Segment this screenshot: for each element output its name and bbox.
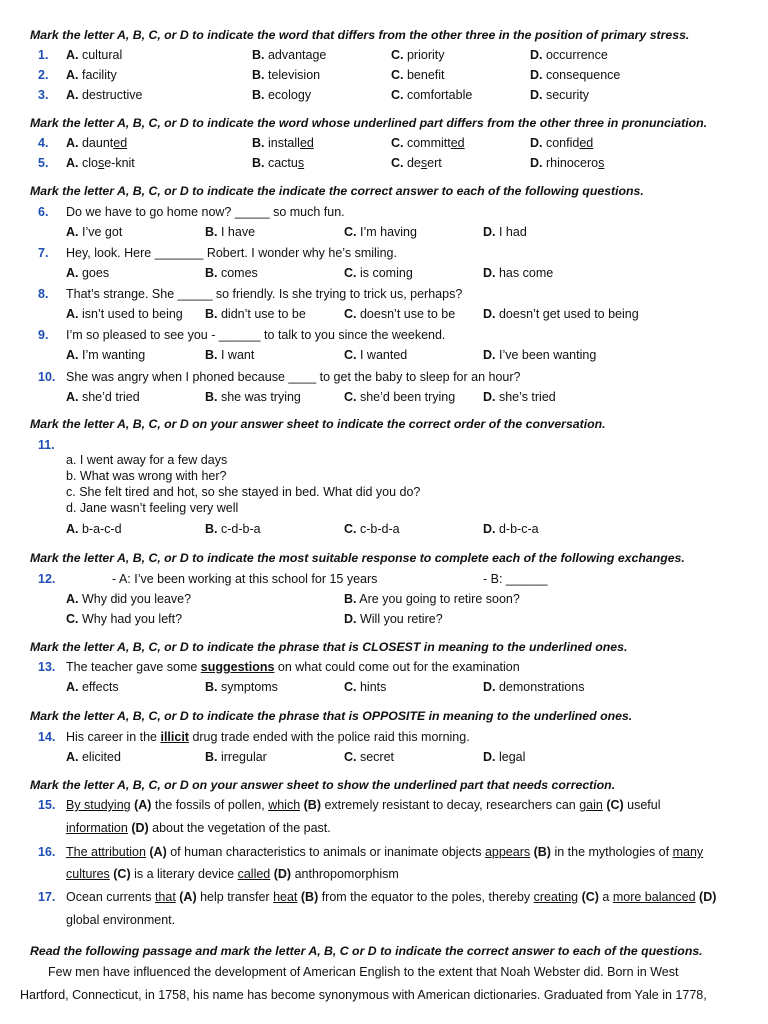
option-c[interactable]: C. is coming [344,266,413,280]
conversation-line-c: c. She felt tired and hot, so she stayed in bed. What did you do? [66,485,421,499]
conversation-line-a: a. I went away for a few days [66,453,228,467]
option-b[interactable]: B. I have [205,225,256,239]
option-a[interactable]: A. destructive [66,88,143,102]
speaker-b-line: - B: ______ [483,572,548,586]
question-14-stem [0,729,768,746]
question-number: 13. [38,660,56,674]
question-stem: The attribution (A) of human characteristics to animals or inanimate objects appears (B) in the mythologies of many [66,845,704,859]
option-c[interactable]: C. committed [391,136,465,150]
option-a[interactable]: A. elicited [66,750,121,764]
option-d[interactable]: D. she’s tried [483,390,556,404]
option-b[interactable]: B. ecology [252,88,312,102]
question-number: 9. [38,328,49,342]
option-d[interactable]: D. consequence [530,68,621,82]
question-stem-continued: global environment. [66,913,176,927]
option-c[interactable]: C. c-b-d-a [344,522,400,536]
instruction-pronunciation: Mark the letter A, B, C, or D to indicate the word whose underlined part differs from the other three in pronunciation. [30,116,708,130]
option-b[interactable]: B. didn’t use to be [205,307,306,321]
passage-line-1: Few men have influenced the development of American English to the extent that Noah Webster did. Born in West [48,965,679,979]
option-a[interactable]: A. goes [66,266,110,280]
conversation-line-d: d. Jane wasn’t feeling very well [66,501,239,515]
option-c[interactable]: C. I wanted [344,348,408,362]
option-a[interactable]: A. daunted [66,136,128,150]
option-d[interactable]: D. rhinoceros [530,156,605,170]
question-6-stem [0,204,768,221]
option-d[interactable]: D. security [530,88,590,102]
option-c[interactable]: C. secret [344,750,395,764]
option-a[interactable]: A. she’d tried [66,390,140,404]
instruction-closest: Mark the letter A, B, C, or D to indicate the phrase that is CLOSEST in meaning to the underlined ones. [30,640,628,654]
option-a[interactable]: A. isn’t used to being [66,307,183,321]
option-c[interactable]: C. desert [391,156,442,170]
option-b[interactable]: B. Are you going to retire soon? [344,592,520,606]
question-8-stem [0,286,768,303]
option-a[interactable]: A. Why did you leave? [66,592,192,606]
question-number: 16. [38,845,56,859]
option-d[interactable]: D. occurrence [530,48,608,62]
speaker-a-line: - A: I’ve been working at this school for 15 years [112,572,378,586]
question-9-stem [0,327,768,344]
question-10-options [0,389,768,406]
instruction-stress: Mark the letter A, B, C, or D to indicate the word that differs from the other three in the position of primary stress. [30,28,690,42]
question-15-line2 [0,820,768,837]
question-number: 6. [38,205,49,219]
option-d[interactable]: D. doesn’t get used to being [483,307,639,321]
question-number: 10. [38,370,56,384]
option-b[interactable]: B. I want [205,348,255,362]
question-14-options [0,749,768,766]
instruction-grammar: Mark the letter A, B, C, or D to indicate the indicate the correct answer to each of the following questions. [30,184,644,198]
question-stem: She was angry when I phoned because ____ to get the baby to sleep for an hour? [66,370,521,384]
question-2 [0,67,768,84]
option-d[interactable]: D. I had [483,225,527,239]
option-a[interactable]: A. I’m wanting [66,348,146,362]
question-17-line2 [0,912,768,929]
question-16-line1 [0,844,768,861]
option-b[interactable]: B. advantage [252,48,327,62]
question-number: 7. [38,246,49,260]
option-b[interactable]: B. irregular [205,750,267,764]
option-c[interactable]: C. I’m having [344,225,417,239]
question-number: 12. [38,572,56,586]
option-c[interactable]: C. priority [391,48,445,62]
question-12-options-row1 [0,591,768,608]
option-c[interactable]: C. hints [344,680,387,694]
option-b[interactable]: B. c-d-b-a [205,522,261,536]
option-c[interactable]: C. doesn’t use to be [344,307,456,321]
option-b[interactable]: B. cactus [252,156,305,170]
option-c[interactable]: C. benefit [391,68,445,82]
option-d[interactable]: D. I’ve been wanting [483,348,597,362]
question-stem: That’s strange. She _____ so friendly. Is she trying to trick us, perhaps? [66,287,463,301]
question-7-options [0,265,768,282]
question-stem: Do we have to go home now? _____ so much fun. [66,205,345,219]
question-number: 14. [38,730,56,744]
question-12-options-row2 [0,611,768,628]
passage-line-2: Hartford, Connecticut, in 1758, his name has become synonymous with American dictionaries. Graduated from Yale in 1778, [20,988,707,1002]
option-c[interactable]: C. comfortable [391,88,473,102]
instruction-reading: Read the following passage and mark the letter A, B, C or D to indicate the correct answer to each of the questions. [30,944,703,958]
question-stem: I’m so pleased to see you - ______ to talk to you since the weekend. [66,328,446,342]
question-stem-continued: cultures (C) is a literary device called (D) anthropomorphism [66,867,399,881]
option-b[interactable]: B. symptoms [205,680,278,694]
question-number: 5. [38,156,49,170]
question-number: 4. [38,136,49,150]
instruction-opposite: Mark the letter A, B, C, or D to indicate the phrase that is OPPOSITE in meaning to the underlined ones. [30,709,633,723]
question-12-stem [0,571,768,588]
question-7-stem [0,245,768,262]
question-stem-continued: information (D) about the vegetation of the past. [66,821,331,835]
question-8-options [0,306,768,323]
question-6-options [0,224,768,241]
option-d[interactable]: D. demonstrations [483,680,585,694]
option-b[interactable]: B. television [252,68,321,82]
instruction-exchanges: Mark the letter A, B, C, or D to indicate the most suitable response to complete each of the following exchanges. [30,551,685,565]
option-b[interactable]: B. comes [205,266,258,280]
option-a[interactable]: A. b-a-c-d [66,522,122,536]
question-4 [0,135,768,152]
option-b[interactable]: B. installed [252,136,314,150]
question-15-line1 [0,797,768,814]
question-number: 2. [38,68,49,82]
option-d[interactable]: D. d-b-c-a [483,522,539,536]
instruction-error-correction: Mark the letter A, B, C, or D on your answer sheet to show the underlined part that needs correction. [30,778,616,792]
question-17-line1 [0,889,768,906]
question-stem: Ocean currents that (A) help transfer heat (B) from the equator to the poles, thereby creating (C) a more balanced (D) [66,890,717,904]
conversation-line-b: b. What was wrong with her? [66,469,227,483]
option-c[interactable]: C. she’d been trying [344,390,456,404]
option-d[interactable]: D. legal [483,750,526,764]
option-d[interactable]: D. has come [483,266,554,280]
option-a[interactable]: A. effects [66,680,119,694]
question-number: 17. [38,890,56,904]
option-b[interactable]: B. she was trying [205,390,301,404]
question-9-options [0,347,768,364]
option-a[interactable]: A. I’ve got [66,225,123,239]
option-a[interactable]: A. close-knit [66,156,135,170]
question-number: 15. [38,798,56,812]
instruction-conversation-order: Mark the letter A, B, C, or D on your answer sheet to indicate the correct order of the conversation. [30,417,606,431]
question-5 [0,155,768,172]
question-stem: His career in the illicit drug trade ended with the police raid this morning. [66,730,470,744]
question-13-stem [0,659,768,676]
option-a[interactable]: A. cultural [66,48,123,62]
option-d[interactable]: D. Will you retire? [344,612,443,626]
option-c[interactable]: C. Why had you left? [66,612,183,626]
question-10-stem [0,369,768,386]
question-number: 11. [38,438,55,452]
question-number: 3. [38,88,49,102]
question-number: 8. [38,287,49,301]
question-13-options [0,679,768,696]
question-stem: By studying (A) the fossils of pollen, which (B) extremely resistant to decay, researchers can gain (C) useful [66,798,661,812]
question-1 [0,47,768,64]
question-number: 1. [38,48,49,62]
question-stem: Hey, look. Here _______ Robert. I wonder why he’s smiling. [66,246,397,260]
question-3 [0,87,768,104]
question-11-options [0,521,768,538]
question-16-line2 [0,866,768,883]
question-stem: The teacher gave some suggestions on what could come out for the examination [66,660,520,674]
option-d[interactable]: D. confided [530,136,594,150]
option-a[interactable]: A. facility [66,68,117,82]
